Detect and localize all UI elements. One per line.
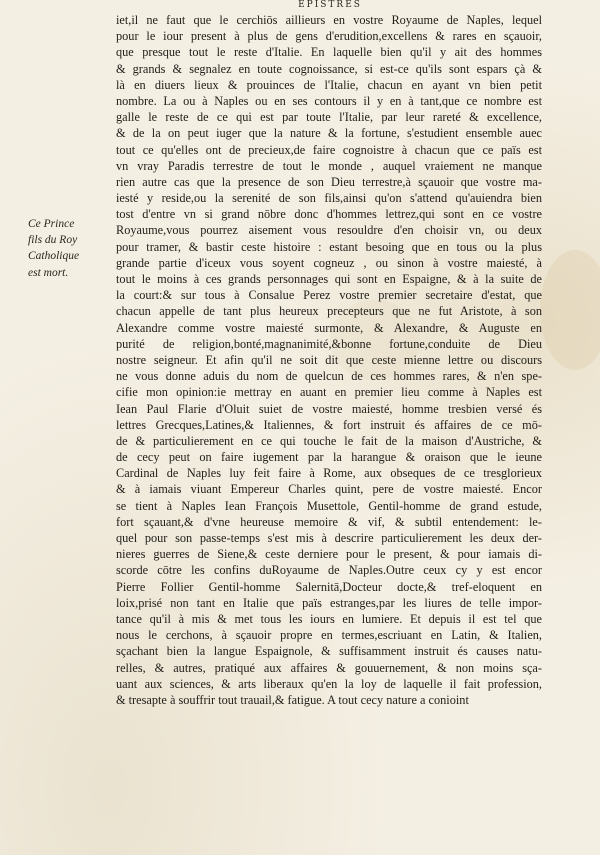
text-line: que presque tout le reste d'Italie. En laquelle bien qu'il y ait des hommes bbox=[116, 45, 542, 60]
text-line: sçachant bien la langue Espaignole, & suffisamment instruit és causes natu- bbox=[116, 644, 542, 659]
text-line: loix,prisé non tant en Italie que païs estranges,par les liures de telle impor- bbox=[116, 595, 542, 610]
text-line: chacun appelle de tant plus heureux precepteurs que ne fut Aristote, à son bbox=[116, 304, 542, 319]
paper-stain bbox=[540, 250, 600, 370]
text-line: nostre seigneur. Et afin qu'il ne soit dit que ceste mienne lettre ou discours bbox=[116, 352, 542, 367]
text-line: grande partie d'iceux vous soyent cogneuz , ou sinon à vostre maiesté, à bbox=[116, 255, 542, 270]
text-line: ne vous donne aduis du nom de quelcun de ces hommes rares, & n'en spe- bbox=[116, 369, 542, 384]
margin-note-line: fils du Roy bbox=[28, 234, 78, 247]
text-line: fort sçauant,& d'vne heureuse memoire & vif, & subtil entendement: le- bbox=[116, 514, 542, 529]
text-line: nombre. La ou à Naples ou en ses contours il y en à tant,que ce nombre est bbox=[116, 93, 542, 108]
text-line: iet,il ne faut que le cerchiōs aillieurs en vostre Royaume de Naples, lequel bbox=[116, 13, 542, 27]
text-line: la court:& sur tous à Consalue Perez vostre premier secretaire d'estat, que bbox=[116, 288, 542, 303]
text-line: vn vray Paradis terrestre de tout le monde , auquel vraiement ne manque bbox=[116, 158, 542, 173]
text-line: & grands & segnalez en toute cognoissance, si est-ce qu'ils sont espars çà & bbox=[116, 61, 542, 76]
text-line: galle le reste de ce qui est par toute l'Italie, par leur rareté & excellence, bbox=[116, 110, 542, 125]
margin-note-line: Catholique bbox=[28, 250, 80, 263]
text-line: de cecy peut on faire iugement par la harangue & oraison que le ieune bbox=[116, 450, 542, 465]
text-line: iesté y reside,ou la serenité de son fils,ainsi qu'on s'attend qu'auiendra bien bbox=[116, 191, 542, 206]
text-line: pour tramer, & bastir ceste histoire : estant besoing que en tous ou la plus bbox=[116, 239, 542, 254]
text-line: quel pour son passe-temps s'est mis à descrire particulierement les deux der- bbox=[116, 531, 542, 545]
text-line: tout le moins à ces grands personnages qui sont en Espaigne, & à la suite de bbox=[116, 272, 542, 286]
text-line: cifie mon opinion:ie mettray en auant en premier lieu comme à Naples est bbox=[116, 385, 542, 400]
text-line: se tient à Naples Iean François Musettole, Gentil-homme de grand estude, bbox=[116, 498, 542, 513]
text-line: là en diuers lieux & prouinces de l'Italie, chacun en ayant vn bien petit bbox=[116, 77, 542, 92]
text-line: de & particulierement en ce qui touche le fait de la maison d'Austriche, & bbox=[116, 433, 542, 448]
text-line: Cardinal de Naples luy feit faire à Rome, aux obseques de ce tresglorieux bbox=[116, 466, 542, 481]
text-line: nieres guerres de Siene,& ceste derniere pour le present, & pour iamais di- bbox=[116, 547, 542, 562]
text-line: rien autre cas que la presence de son Dieu terrestre,à sçauoir que vostre ma- bbox=[116, 174, 542, 189]
text-line: tance qu'il à mis & met tous les iours en lumiere. Et depuis il est tel que bbox=[116, 611, 542, 626]
text-line: uant aux sciences, & arts liberaux qu'en la loy de laquelle il fait profession, bbox=[116, 676, 542, 691]
text-line: Pierre Follier Gentil-homme Salernitā,Docteur docte,& tref-eloquent en bbox=[116, 579, 542, 594]
body-text bbox=[116, 12, 542, 708]
text-line: Alexandre comme vostre maiesté surmonte, & Alexandre, & Auguste en bbox=[116, 320, 542, 335]
text-line: & à iamais viuant Empereur Charles quint, pere de vostre maiesté. Encor bbox=[116, 482, 542, 497]
text-line: lettres Grecques,Latines,& Italiennes, & fort instruit és affaires de ce mō- bbox=[116, 417, 542, 432]
margin-note bbox=[28, 216, 118, 281]
text-line: relles, & autres, pratiqué aux affaires & gouuernement, & non moins sça- bbox=[116, 660, 542, 675]
text-line: & tresapte à souffrir tout trauail,& fatigue. A tout cecy nature a conioint bbox=[116, 692, 469, 707]
text-line: Royaume,vous pourrez aisement vous resouldre d'en choisir vn, ou deux bbox=[116, 223, 542, 238]
text-line: pour le iour present à plus de gens d'erudition,excellens & rares en sçauoir, bbox=[116, 29, 542, 44]
text-line: Iean Paul Flarie d'Oluit suiet de vostre maiesté, homme tresbien versé és bbox=[116, 401, 542, 416]
text-line: tout ce qu'elles ont de precieux,de faire cognoistre à chacun que ce païs est bbox=[116, 142, 542, 157]
text-line: & de la on peut iuger que la nature & la fortune, s'estudient ensemble auec bbox=[116, 126, 542, 141]
text-line: scorde cōtre les confins duRoyaume de Naples.Outre ceux cy y est encor bbox=[116, 563, 542, 578]
text-line: purité de religion,bonté,magnanimité,&bonne fortune,conduite de Dieu bbox=[116, 336, 542, 351]
margin-note-line: Ce Prince bbox=[28, 218, 75, 230]
margin-note-line: est mort. bbox=[28, 266, 69, 279]
text-line: nous le cerchons, à sçauoir propre en termes,escriuant en Latin, & Italien, bbox=[116, 628, 542, 643]
running-head: EPISTRES bbox=[298, 0, 362, 10]
text-line: tost d'entre vn si grand nōbre donc d'hommes lettrez,qui sont en ce vostre bbox=[116, 207, 542, 222]
